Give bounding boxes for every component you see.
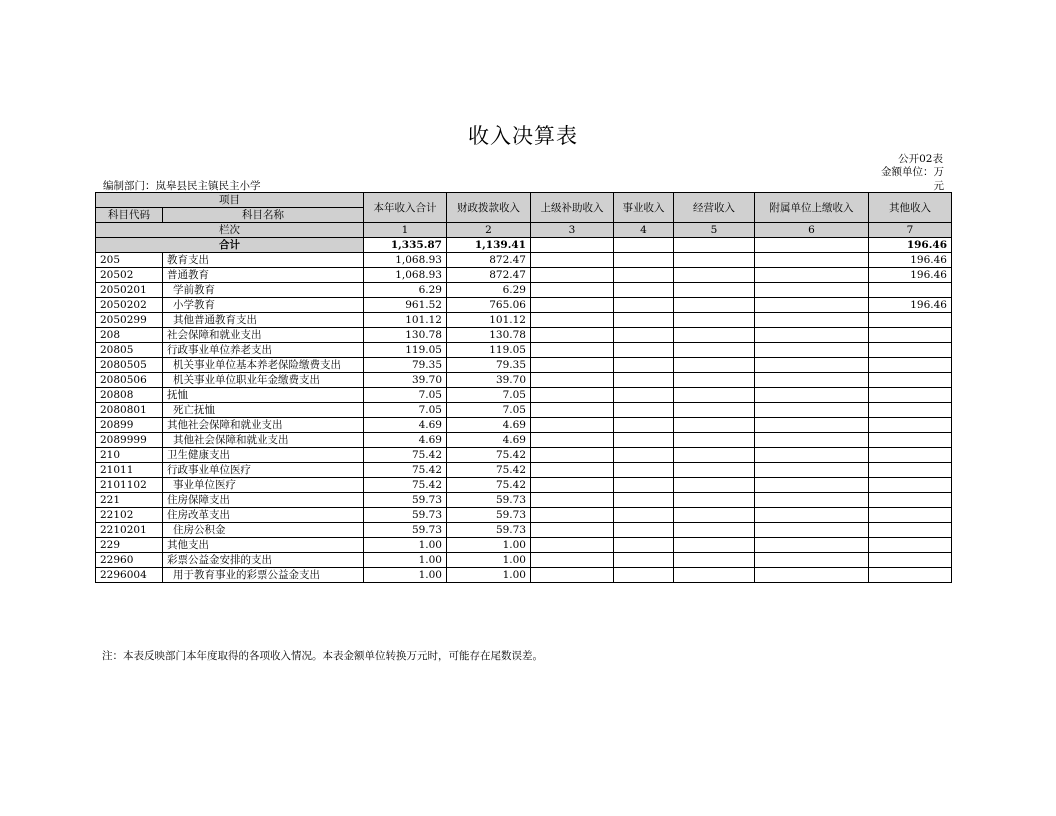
subject-code-cell: 21011 <box>96 463 163 478</box>
amount-cell <box>869 343 952 358</box>
amount-cell <box>869 328 952 343</box>
amount-cell: 765.06 <box>447 298 531 313</box>
amount-cell <box>614 253 674 268</box>
amount-cell <box>755 433 869 448</box>
amount-cell <box>614 388 674 403</box>
amount-cell <box>674 343 755 358</box>
index-cell: 3 <box>531 223 614 238</box>
index-label: 栏次 <box>96 223 364 238</box>
total-cell <box>674 238 755 253</box>
amount-cell <box>614 328 674 343</box>
amount-cell <box>755 253 869 268</box>
amount-unit-line1: 金额单位：万 <box>881 166 944 178</box>
table-row <box>96 328 952 343</box>
amount-cell <box>614 568 674 583</box>
amount-cell: 6.29 <box>364 283 447 298</box>
amount-cell <box>755 523 869 538</box>
amount-cell <box>614 523 674 538</box>
amount-cell <box>869 553 952 568</box>
amount-cell <box>755 448 869 463</box>
table-row <box>96 508 952 523</box>
amount-cell <box>674 493 755 508</box>
amount-cell <box>614 313 674 328</box>
header-col-operating-income: 经营收入 <box>674 193 755 223</box>
subject-code-cell: 2080505 <box>96 358 163 373</box>
subject-code-cell: 2101102 <box>96 478 163 493</box>
subject-name-cell: 事业单位医疗 <box>163 478 364 493</box>
total-cell: 1,335.87 <box>364 238 447 253</box>
table-row <box>96 283 952 298</box>
amount-cell <box>869 568 952 583</box>
amount-cell <box>755 328 869 343</box>
amount-cell <box>531 478 614 493</box>
amount-cell: 75.42 <box>364 478 447 493</box>
amount-cell <box>531 298 614 313</box>
amount-cell: 7.05 <box>447 403 531 418</box>
table-row <box>96 463 952 478</box>
amount-cell <box>674 328 755 343</box>
amount-cell: 196.46 <box>869 253 952 268</box>
amount-cell: 1.00 <box>364 568 447 583</box>
table-row <box>96 553 952 568</box>
subject-code-cell: 229 <box>96 538 163 553</box>
amount-cell <box>755 553 869 568</box>
index-cell: 2 <box>447 223 531 238</box>
subject-name-cell: 机关事业单位基本养老保险缴费支出 <box>163 358 364 373</box>
total-cell <box>755 238 869 253</box>
amount-cell <box>674 388 755 403</box>
subject-name-cell: 机关事业单位职业年金缴费支出 <box>163 373 364 388</box>
amount-cell: 7.05 <box>447 388 531 403</box>
amount-cell: 119.05 <box>447 343 531 358</box>
amount-cell <box>869 508 952 523</box>
amount-cell: 4.69 <box>364 418 447 433</box>
header-col-business-income: 事业收入 <box>614 193 674 223</box>
amount-cell <box>755 343 869 358</box>
amount-cell: 75.42 <box>447 448 531 463</box>
amount-cell <box>674 268 755 283</box>
subject-code-cell: 208 <box>96 328 163 343</box>
amount-cell: 872.47 <box>447 253 531 268</box>
total-label: 合计 <box>96 238 364 253</box>
amount-cell: 119.05 <box>364 343 447 358</box>
amount-cell: 1,068.93 <box>364 253 447 268</box>
table-row <box>96 298 952 313</box>
amount-cell: 130.78 <box>364 328 447 343</box>
amount-cell <box>674 418 755 433</box>
subject-name-cell: 小学教育 <box>163 298 364 313</box>
amount-cell <box>674 403 755 418</box>
amount-cell <box>531 283 614 298</box>
amount-cell <box>531 343 614 358</box>
amount-cell <box>869 448 952 463</box>
header-subject-name: 科目名称 <box>163 208 364 223</box>
amount-cell <box>674 253 755 268</box>
subject-code-cell: 2296004 <box>96 568 163 583</box>
header-col-superior-subsidy: 上级补助收入 <box>531 193 614 223</box>
table-row <box>96 523 952 538</box>
index-cell: 1 <box>364 223 447 238</box>
amount-cell: 1,068.93 <box>364 268 447 283</box>
amount-cell <box>869 373 952 388</box>
header-item: 项目 <box>96 193 364 208</box>
amount-cell <box>674 448 755 463</box>
amount-cell <box>614 283 674 298</box>
amount-cell <box>755 283 869 298</box>
amount-cell <box>531 463 614 478</box>
amount-cell <box>614 268 674 283</box>
subject-code-cell: 2210201 <box>96 523 163 538</box>
subject-name-cell: 其他社会保障和就业支出 <box>163 433 364 448</box>
amount-cell <box>614 493 674 508</box>
amount-cell: 1.00 <box>447 553 531 568</box>
amount-cell <box>755 538 869 553</box>
table-row <box>96 493 952 508</box>
subject-name-cell: 用于教育事业的彩票公益金支出 <box>163 568 364 583</box>
amount-cell <box>674 478 755 493</box>
subject-code-cell: 20899 <box>96 418 163 433</box>
subject-name-cell: 学前教育 <box>163 283 364 298</box>
amount-cell: 75.42 <box>364 463 447 478</box>
amount-cell <box>531 523 614 538</box>
amount-cell <box>531 433 614 448</box>
amount-cell <box>674 373 755 388</box>
amount-cell <box>531 373 614 388</box>
subject-code-cell: 2050299 <box>96 313 163 328</box>
table-row <box>96 313 952 328</box>
amount-cell: 196.46 <box>869 298 952 313</box>
form-number: 公开02表 <box>898 153 943 165</box>
amount-cell <box>755 298 869 313</box>
amount-cell: 130.78 <box>447 328 531 343</box>
amount-cell <box>531 253 614 268</box>
amount-cell: 1.00 <box>447 538 531 553</box>
subject-name-cell: 抚恤 <box>163 388 364 403</box>
amount-cell <box>531 328 614 343</box>
amount-cell: 1.00 <box>364 538 447 553</box>
amount-cell <box>755 358 869 373</box>
amount-cell <box>755 373 869 388</box>
amount-cell <box>869 418 952 433</box>
amount-cell <box>674 313 755 328</box>
amount-cell: 4.69 <box>447 433 531 448</box>
amount-unit-line2: 元 <box>933 180 944 192</box>
index-cell: 7 <box>869 223 952 238</box>
amount-cell <box>755 568 869 583</box>
index-cell: 4 <box>614 223 674 238</box>
subject-code-cell: 2080801 <box>96 403 163 418</box>
amount-cell: 59.73 <box>364 508 447 523</box>
subject-name-cell: 住房改革支出 <box>163 508 364 523</box>
amount-cell: 872.47 <box>447 268 531 283</box>
amount-cell: 79.35 <box>447 358 531 373</box>
amount-cell <box>531 268 614 283</box>
amount-cell: 7.05 <box>364 388 447 403</box>
amount-cell <box>755 313 869 328</box>
header-subject-code: 科目代码 <box>96 208 163 223</box>
table-row <box>96 343 952 358</box>
amount-cell <box>674 433 755 448</box>
amount-cell <box>674 568 755 583</box>
subject-name-cell: 行政事业单位医疗 <box>163 463 364 478</box>
amount-cell <box>869 463 952 478</box>
subject-code-cell: 205 <box>96 253 163 268</box>
amount-cell <box>869 433 952 448</box>
amount-cell <box>531 418 614 433</box>
amount-cell <box>755 388 869 403</box>
amount-cell: 39.70 <box>364 373 447 388</box>
subject-name-cell: 其他普通教育支出 <box>163 313 364 328</box>
total-cell <box>531 238 614 253</box>
amount-cell: 59.73 <box>447 508 531 523</box>
subject-code-cell: 20808 <box>96 388 163 403</box>
index-cell: 6 <box>755 223 869 238</box>
amount-cell: 79.35 <box>364 358 447 373</box>
table-row <box>96 268 952 283</box>
amount-cell <box>614 373 674 388</box>
page-title: 收入决算表 <box>468 124 578 148</box>
subject-code-cell: 20502 <box>96 268 163 283</box>
amount-cell <box>531 493 614 508</box>
amount-cell: 39.70 <box>447 373 531 388</box>
amount-cell <box>614 298 674 313</box>
amount-cell <box>531 313 614 328</box>
amount-cell <box>869 538 952 553</box>
amount-cell: 961.52 <box>364 298 447 313</box>
subject-name-cell: 住房公积金 <box>163 523 364 538</box>
subject-code-cell: 22102 <box>96 508 163 523</box>
table-row <box>96 538 952 553</box>
table-row <box>96 478 952 493</box>
amount-cell: 6.29 <box>447 283 531 298</box>
amount-cell <box>869 493 952 508</box>
amount-cell <box>614 433 674 448</box>
amount-cell <box>614 448 674 463</box>
subject-name-cell: 教育支出 <box>163 253 364 268</box>
amount-cell: 7.05 <box>364 403 447 418</box>
amount-cell <box>674 463 755 478</box>
header-col-total-income: 本年收入合计 <box>364 193 447 223</box>
amount-cell <box>531 403 614 418</box>
amount-cell <box>614 463 674 478</box>
table-row <box>96 418 952 433</box>
table-row <box>96 433 952 448</box>
subject-name-cell: 普通教育 <box>163 268 364 283</box>
table-row <box>96 388 952 403</box>
amount-cell: 59.73 <box>447 493 531 508</box>
amount-cell: 4.69 <box>364 433 447 448</box>
amount-cell <box>614 403 674 418</box>
amount-cell <box>869 388 952 403</box>
header-col-fiscal-appropriation: 财政拨款收入 <box>447 193 531 223</box>
compiling-department: 编制部门：岚皋县民主镇民主小学 <box>103 180 261 192</box>
table-row <box>96 568 952 583</box>
amount-cell <box>869 523 952 538</box>
amount-cell <box>531 553 614 568</box>
amount-cell: 1.00 <box>447 568 531 583</box>
index-row <box>96 223 952 238</box>
amount-cell: 75.42 <box>447 478 531 493</box>
total-row <box>96 238 952 253</box>
amount-unit <box>878 165 944 193</box>
amount-cell <box>869 283 952 298</box>
table-row <box>96 373 952 388</box>
total-cell: 196.46 <box>869 238 952 253</box>
amount-cell <box>755 463 869 478</box>
subject-code-cell: 221 <box>96 493 163 508</box>
amount-cell: 59.73 <box>364 523 447 538</box>
total-cell: 1,139.41 <box>447 238 531 253</box>
amount-cell <box>614 358 674 373</box>
subject-code-cell: 22960 <box>96 553 163 568</box>
table-row <box>96 358 952 373</box>
amount-cell <box>755 268 869 283</box>
table-row <box>96 403 952 418</box>
amount-cell: 101.12 <box>364 313 447 328</box>
subject-name-cell: 死亡抚恤 <box>163 403 364 418</box>
amount-cell <box>614 343 674 358</box>
subject-name-cell: 彩票公益金安排的支出 <box>163 553 364 568</box>
subject-name-cell: 其他支出 <box>163 538 364 553</box>
amount-cell <box>531 508 614 523</box>
subject-code-cell: 2050201 <box>96 283 163 298</box>
amount-cell <box>755 508 869 523</box>
subject-name-cell: 社会保障和就业支出 <box>163 328 364 343</box>
amount-cell: 1.00 <box>364 553 447 568</box>
subject-code-cell: 2050202 <box>96 298 163 313</box>
amount-cell <box>755 418 869 433</box>
amount-cell <box>674 358 755 373</box>
subject-name-cell: 其他社会保障和就业支出 <box>163 418 364 433</box>
subject-name-cell: 卫生健康支出 <box>163 448 364 463</box>
subject-code-cell: 2080506 <box>96 373 163 388</box>
amount-cell <box>674 508 755 523</box>
amount-cell: 101.12 <box>447 313 531 328</box>
total-cell <box>614 238 674 253</box>
header-col-affiliated-unit-income: 附属单位上缴收入 <box>755 193 869 223</box>
subject-name-cell: 住房保障支出 <box>163 493 364 508</box>
amount-cell <box>531 358 614 373</box>
amount-cell <box>614 508 674 523</box>
amount-cell <box>869 313 952 328</box>
amount-cell <box>755 403 869 418</box>
amount-cell <box>869 478 952 493</box>
amount-cell: 59.73 <box>364 493 447 508</box>
amount-cell <box>531 388 614 403</box>
amount-cell <box>531 538 614 553</box>
amount-cell <box>674 283 755 298</box>
subject-code-cell: 210 <box>96 448 163 463</box>
amount-cell <box>869 403 952 418</box>
amount-cell <box>531 448 614 463</box>
amount-cell: 59.73 <box>447 523 531 538</box>
footnote: 注：本表反映部门本年度取得的各项收入情况。本表金额单位转换万元时，可能存在尾数误差。 <box>102 650 543 662</box>
index-cell: 5 <box>674 223 755 238</box>
amount-cell <box>755 493 869 508</box>
amount-cell <box>869 358 952 373</box>
amount-cell <box>755 478 869 493</box>
amount-cell <box>674 523 755 538</box>
subject-code-cell: 2089999 <box>96 433 163 448</box>
amount-cell <box>614 478 674 493</box>
amount-cell <box>614 538 674 553</box>
amount-cell <box>614 553 674 568</box>
amount-cell <box>614 418 674 433</box>
amount-cell <box>531 568 614 583</box>
amount-cell <box>674 298 755 313</box>
amount-cell: 75.42 <box>364 448 447 463</box>
subject-code-cell: 20805 <box>96 343 163 358</box>
amount-cell: 196.46 <box>869 268 952 283</box>
amount-cell: 75.42 <box>447 463 531 478</box>
subject-name-cell: 行政事业单位养老支出 <box>163 343 364 358</box>
header-col-other-income: 其他收入 <box>869 193 952 223</box>
income-final-accounts-table <box>95 192 952 583</box>
amount-cell <box>674 538 755 553</box>
table-row <box>96 253 952 268</box>
table-row <box>96 448 952 463</box>
amount-cell: 4.69 <box>447 418 531 433</box>
amount-cell <box>674 553 755 568</box>
